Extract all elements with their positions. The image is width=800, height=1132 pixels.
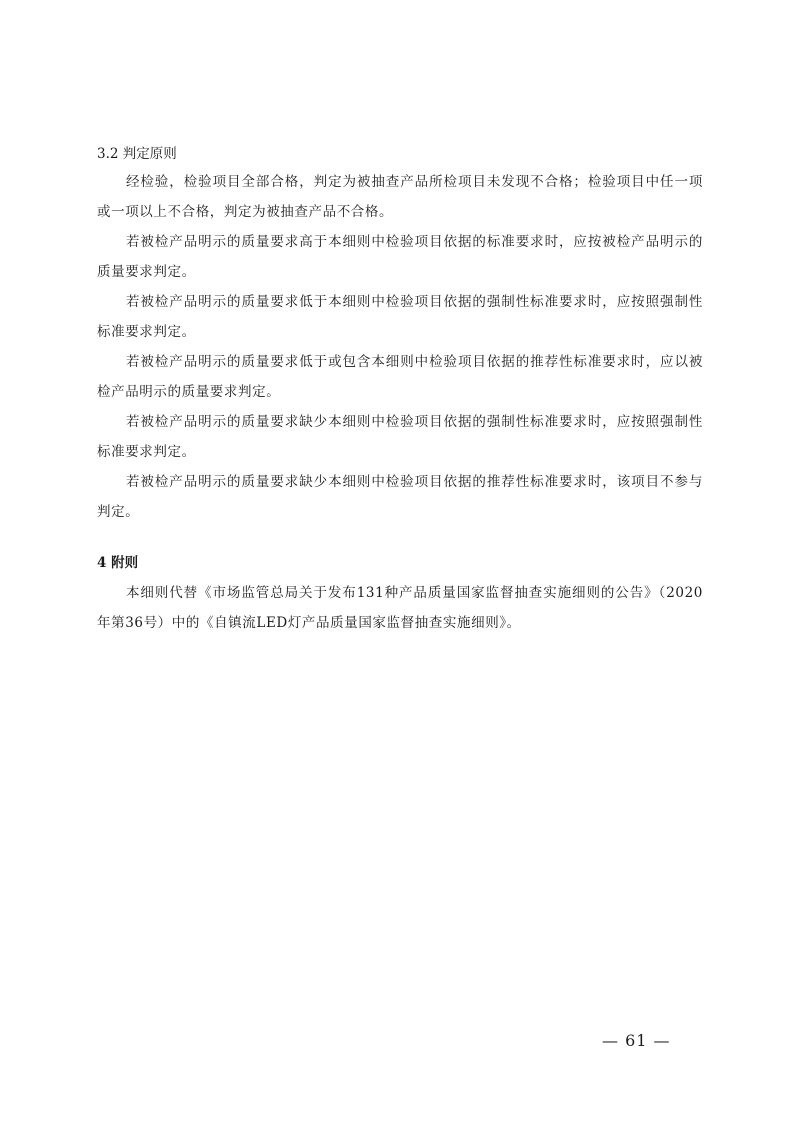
paragraph-inspection-result: 经检验，检验项目全部合格，判定为被抽查产品所检项目未发现不合格；检验项目中任一项或一项以上不合格，判定为被抽查产品不合格。 [97, 174, 703, 220]
paragraph-higher-requirement: 若被检产品明示的质量要求高于本细则中检验项目依据的标准要求时，应按被检产品明示的质量要求判定。 [97, 234, 703, 280]
section-3-2-body [97, 167, 703, 527]
paragraph-lower-mandatory: 若被检产品明示的质量要求低于本细则中检验项目依据的强制性标准要求时，应按照强制性标准要求判定。 [97, 294, 703, 340]
paragraph-missing-mandatory: 若被检产品明示的质量要求缺少本细则中检验项目依据的强制性标准要求时，应按照强制性标准要求判定。 [97, 414, 703, 460]
page-number: — 61 — [602, 1031, 671, 1050]
paragraph-lower-recommended: 若被检产品明示的质量要求低于或包含本细则中检验项目依据的推荐性标准要求时，应以被检产品明示的质量要求判定。 [97, 354, 703, 400]
paragraph-missing-recommended: 若被检产品明示的质量要求缺少本细则中检验项目依据的推荐性标准要求时，该项目不参与判定。 [97, 474, 703, 520]
section-4-heading: 4 附则 [97, 555, 139, 571]
paragraph-replacement-note: 本细则代替《市场监管总局关于发布131种产品质量国家监督抽查实施细则的公告》（2020年第36号）中的《自镇流LED灯产品质量国家监督抽查实施细则》。 [97, 585, 703, 631]
section-3-2-heading: 3.2 判定原则 [97, 146, 177, 162]
section-4-body [97, 578, 703, 638]
